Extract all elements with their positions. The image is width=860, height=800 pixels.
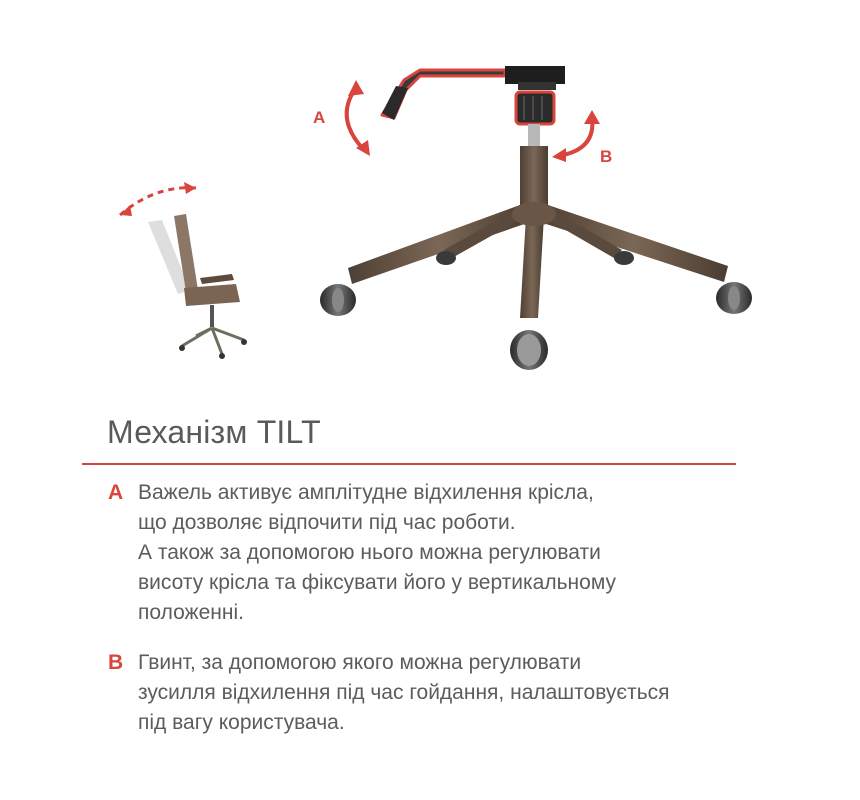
tension-knob — [516, 92, 554, 124]
item-a-line: положенні. — [138, 601, 244, 624]
star-base — [348, 202, 728, 318]
reclining-chair-thumbnail — [120, 182, 247, 359]
item-b-line: Гвинт, за допомогою якого можна регулювати — [138, 651, 582, 674]
list-item-b — [108, 648, 788, 738]
diagram-label-a: A — [313, 108, 326, 127]
arrow-b-icon — [552, 110, 600, 162]
item-marker-a: A — [108, 481, 124, 504]
item-a-line: висоту крісла та фіксувати його у вертикальному — [138, 571, 617, 594]
item-b-line: під вагу користувача. — [138, 711, 345, 734]
arrow-a-icon — [347, 80, 370, 156]
title-divider — [82, 463, 736, 465]
list-item-a — [108, 478, 788, 628]
item-marker-b: B — [108, 651, 124, 674]
item-a-line: А також за допомогою нього можна регулювати — [138, 541, 601, 564]
item-a-line: Важель активує амплітудне відхилення крісла, — [138, 481, 594, 504]
item-text-a — [138, 478, 788, 628]
item-a-line: що дозволяє відпочити під час роботи. — [138, 511, 516, 534]
item-text-b — [138, 648, 788, 738]
diagram-label-b: B — [600, 147, 613, 166]
item-b-line: зусилля відхилення під час гойдання, налаштовується — [138, 681, 670, 704]
section-title: Механізм TILT — [107, 414, 321, 450]
